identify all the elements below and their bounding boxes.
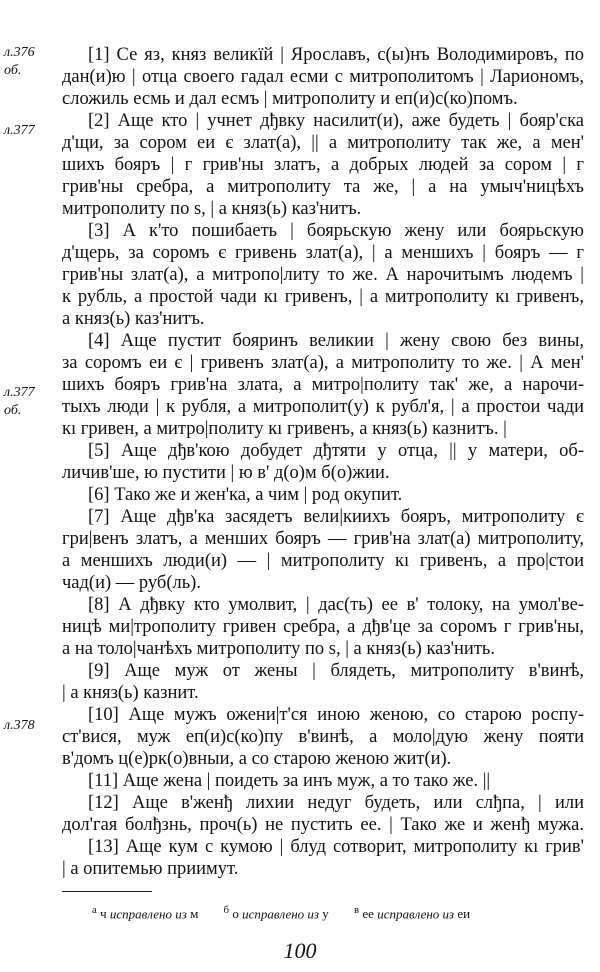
text-line: грив'ны сребра, а митрополиту та же, | а на умыч'ницѣхъ <box>62 177 584 197</box>
text-line: [10] Аще мужъ ожени|т'ся иною женою, со старою роспу- <box>88 705 584 725</box>
text-line: шихъ бояръ | г грив'ны златъ, а добрых людей за сором | г <box>62 155 584 175</box>
text-line: а княз(ь) каз'нитъ. <box>62 309 205 329</box>
text-line: [3] А к'то пошибаеть | боярьскую жену или боярьскую <box>88 221 584 241</box>
text-line: чад(и) — руб(ль). <box>62 573 201 593</box>
text-line: к рубль, а простой чади кı гривенъ, | а митрополиту кı гривенъ, <box>62 287 584 307</box>
text-line: [13] Аще кум с кумою | блуд сотворит, митрополиту кı грив' <box>88 837 584 857</box>
text-line: [5] Аще дђв'кою добудет дђтяти у отца, || у матери, об- <box>88 441 584 461</box>
footnote <box>224 904 329 922</box>
text-line: грив'ны злат(а), а митропо|литу то же. А нарочитымъ людемъ | <box>62 265 584 285</box>
text-line: д'щи, за сором еи є злат(а), || а митрополиту так же, а мен' <box>62 133 584 153</box>
text-line: личив'ше, ю пустити | ю в' д(о)м б(о)жии. <box>62 463 390 483</box>
footnote-rule <box>62 891 152 892</box>
text-line: [2] Аще кто | учнет дђвку насилит(и), аже будеть | бояр'ска <box>88 111 584 131</box>
text-line: а на толо|чанѣхъ митрополиту по ѕ, | а княз(ь) каз'нить. <box>62 639 495 659</box>
footnote <box>92 904 198 922</box>
footnote-letter: ч <box>100 906 107 922</box>
text-line: кı гривен, а митро|политу кı гривенъ, а княз(ь) казнитъ. | <box>62 419 507 439</box>
footnote-letter: м <box>190 906 199 922</box>
text-line: [7] Аще дђв'ка засядетъ вели|киихъ бояръ, митрополиту є <box>88 507 584 527</box>
text-line: шихъ бояръ грив'на злата, а митро|политу так' же, а нарочи- <box>62 375 584 395</box>
text-line: ницѣ ми|трополиту гривен сребра, а дђв'це за соромъ г грив'ны, <box>62 617 584 637</box>
margin-folio-note: л.377 об. <box>4 385 35 418</box>
footnote-note: исправлено из <box>242 906 320 922</box>
page-number: 100 <box>283 938 317 963</box>
text-line: | а опитемью приимут. <box>62 859 239 879</box>
text-line: | а княз(ь) казнит. <box>62 683 199 703</box>
text-line: дол'гая болђзнь, проч(ь) не пустить ее. | Тако же и женђ мужа. <box>62 815 584 835</box>
text-line: за соромъ еи є | гривенъ злат(а), а митрополиту то же. | А мен' <box>62 353 584 373</box>
text-line: митрополиту по ѕ, | а княз(ь) каз'нитъ. <box>62 199 362 219</box>
footnote-letter: о <box>232 906 239 922</box>
text-line: дан(и)ю | отца своего гадал есми с митрополитомъ | Лариономъ, <box>62 67 584 87</box>
footnotes <box>92 904 592 922</box>
margin-folio-note: л.376 об. <box>4 45 35 78</box>
footnote-note: исправлено из <box>109 906 187 922</box>
margin-folio-note: л.377 <box>4 123 35 138</box>
margin-folio-note: л.378 <box>4 718 35 733</box>
footnote-note: исправлено из <box>377 906 455 922</box>
footnote-letter: ее <box>362 906 374 922</box>
text-line: [1] Се яз, княз великїй | Ярославъ, с(ы)нъ Володимировъ, по <box>88 45 584 65</box>
text-line: д'щерь, за соромъ є гривень злат(а), | а меншихъ | бояръ — г <box>62 243 584 263</box>
text-line: тыхъ люди | к рубля, а митрополит(у) к рубл'я, | а простои чади <box>62 397 584 417</box>
text-line: [8] А дђвку кто умолвит, | дас(ть) ее в' толоку, на умол'ве- <box>88 595 584 615</box>
footnote <box>354 904 470 922</box>
footnote-mark: а <box>92 904 97 916</box>
text-line: [6] Тако же и жен'ка, а чим | род окупит. <box>88 485 403 505</box>
text-line: [12] Аще в'женђ лихии недуг будеть, или слђпа, | или <box>88 793 584 813</box>
text-line: [9] Аще муж от жены | блядеть, митрополиту в'винѣ, <box>88 661 584 681</box>
text-line: а меншихъ люди(и) — | митрополиту кı гривенъ, а про|стои <box>62 551 584 571</box>
footnote-mark: б <box>223 904 230 916</box>
text-line: в'домъ ц(е)рк(о)вныи, а со старою женою жит(и). <box>62 749 452 769</box>
text-line: гри|венъ златъ, а менших бояръ — грив'на злат(а) митрополиту, <box>62 529 584 549</box>
text-line: [11] Аще жена | поидеть за инъ муж, а то тако же. || <box>88 771 491 791</box>
footnote-mark: в <box>354 904 360 916</box>
footnote-letter: у <box>322 906 329 922</box>
footnote-letter: еи <box>457 906 471 922</box>
text-line: [4] Аще пустит бояринъ великии | жену свою без вины, <box>88 331 584 351</box>
text-line: ст'вися, муж еп(и)с(ко)пу в'винѣ, а моло|дую жену пояти <box>62 727 584 747</box>
text-line: сложиль есмь и дал есмъ | митрополиту и еп(и)с(ко)помъ. <box>62 89 518 109</box>
